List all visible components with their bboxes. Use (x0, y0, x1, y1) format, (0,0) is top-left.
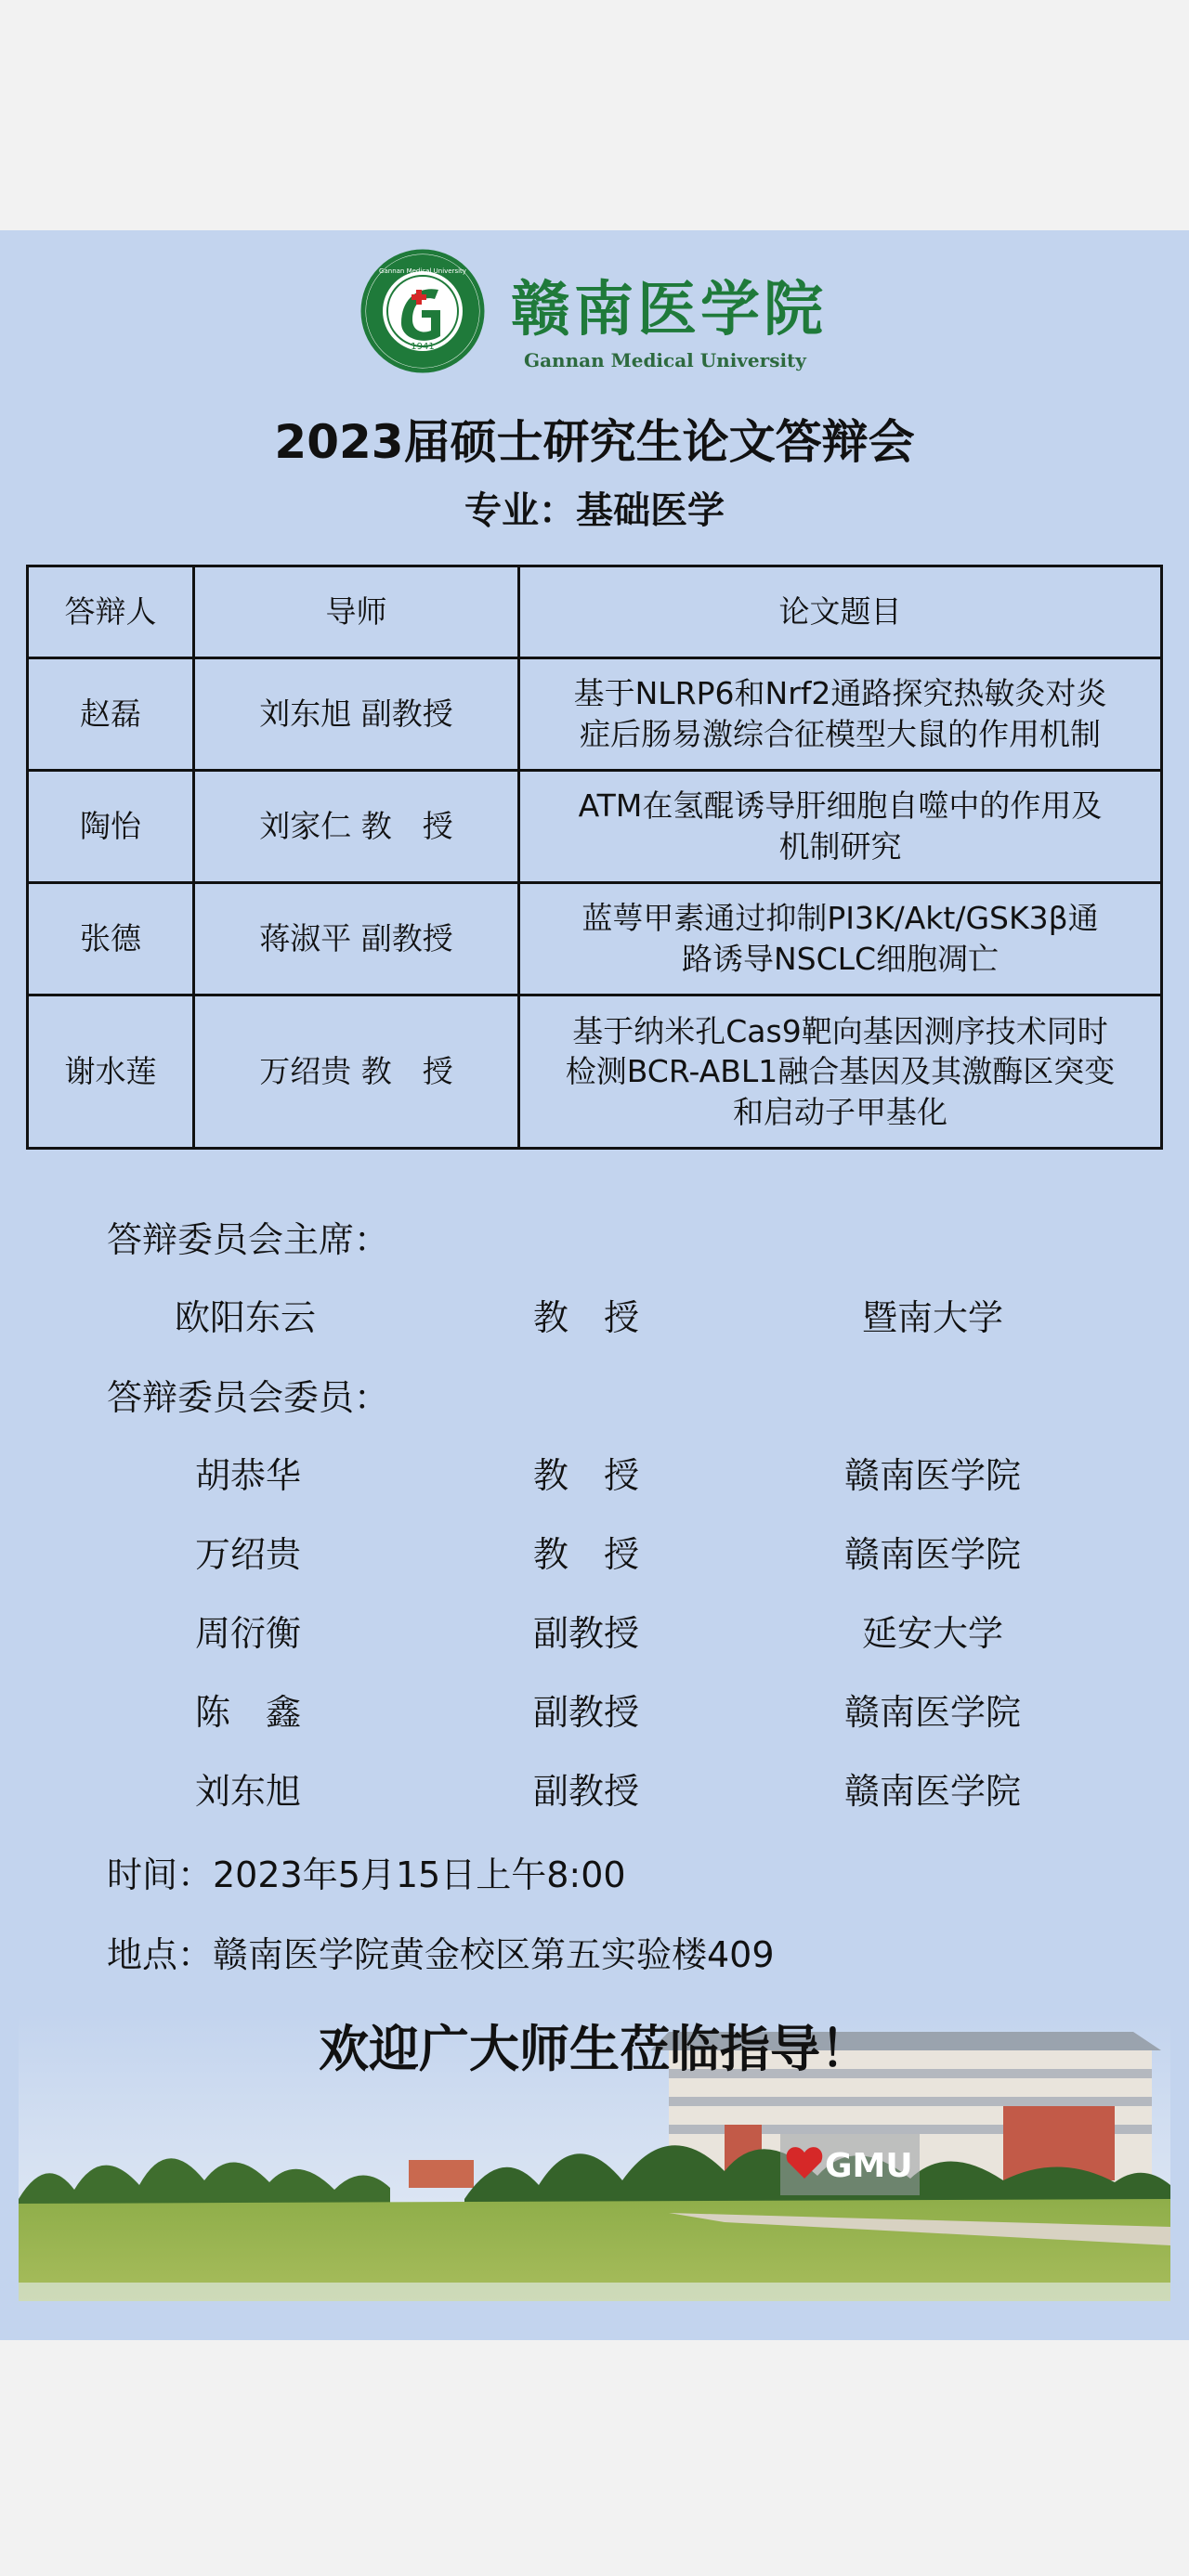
chair-name: 欧阳东云 (175, 1297, 317, 1338)
topic-line: 路诱导NSCLC细胞凋亡 (681, 941, 1000, 977)
advisor-name: 刘东旭 副教授 (194, 658, 519, 771)
member-title: 教 授 (533, 1455, 640, 1496)
student-name: 赵磊 (28, 658, 194, 771)
member-affiliation: 赣南医学院 (843, 1692, 1021, 1733)
table-row (28, 771, 1162, 883)
member-affiliation: 延安大学 (861, 1613, 1003, 1654)
advisor-name: 刘家仁 教 授 (194, 771, 519, 883)
topic-line: 症后肠易激综合征模型大鼠的作用机制 (580, 716, 1101, 752)
chair-affiliation: 暨南大学 (861, 1297, 1003, 1338)
header-topic: 论文题目 (519, 566, 1162, 658)
table-header-row (28, 566, 1162, 658)
advisor-name: 蒋淑平 副教授 (194, 883, 519, 995)
university-seal-icon (360, 249, 485, 373)
topic-line: ATM在氢醌诱导肝细胞自噬中的作用及 (578, 787, 1103, 825)
gmu-sign (780, 2134, 920, 2195)
header-advisor: 导师 (194, 566, 519, 658)
member-affiliation: 赣南医学院 (843, 1771, 1021, 1812)
topic-line: 机制研究 (778, 828, 902, 865)
event-location: 地点：赣南医学院黄金校区第五实验楼409 (107, 1934, 775, 1975)
topic-line: 检测BCR-ABL1融合基因及其激酶区突变 (565, 1053, 1116, 1090)
thesis-topic (519, 883, 1162, 995)
defense-table (26, 565, 1163, 1150)
topic-line: 蓝萼甲素通过抑制PI3K/Akt/GSK3β通 (581, 900, 1099, 937)
member-name: 周衍衡 (195, 1613, 302, 1654)
member-name: 万绍贵 (195, 1534, 302, 1575)
gmu-sign-text: GMU (825, 2147, 913, 2185)
poster (0, 230, 1189, 2340)
student-name: 谢水莲 (28, 995, 194, 1149)
member-affiliation: 赣南医学院 (843, 1455, 1021, 1496)
topic-line: 和启动子甲基化 (733, 1093, 947, 1130)
table-row (28, 658, 1162, 771)
thesis-topic (519, 995, 1162, 1149)
committee-chair-label: 答辩委员会主席： (107, 1219, 390, 1260)
university-name-cn: 赣南医学院 (511, 275, 827, 345)
member-name: 胡恭华 (195, 1455, 302, 1496)
header-student: 答辩人 (28, 566, 194, 658)
welcome-message: 欢迎广大师生莅临指导！ (319, 2020, 870, 2078)
member-title: 教 授 (533, 1534, 640, 1575)
thesis-topic (519, 771, 1162, 883)
member-affiliation: 赣南医学院 (843, 1534, 1021, 1575)
table-row (28, 883, 1162, 995)
event-time: 时间：2023年5月15日上午8:00 (107, 1854, 626, 1895)
table-row (28, 995, 1162, 1149)
member-name: 刘东旭 (195, 1771, 302, 1812)
topic-line: 基于NLRP6和Nrf2通路探究热敏灸对炎 (573, 675, 1107, 712)
chair-title: 教 授 (533, 1297, 640, 1338)
topic-line: 基于纳米孔Cas9靶向基因测序技术同时 (572, 1012, 1108, 1049)
seal-text: Gannan Medical University (379, 267, 466, 275)
member-title: 副教授 (533, 1613, 640, 1654)
page-title: 2023届硕士研究生论文答辩会 (274, 415, 915, 469)
member-title: 副教授 (533, 1771, 640, 1812)
committee-members-label: 答辩委员会委员： (107, 1377, 390, 1418)
seal-year: 1941 (411, 342, 435, 352)
member-title: 副教授 (533, 1692, 640, 1733)
advisor-name: 万绍贵 教 授 (194, 995, 519, 1149)
university-name-en: Gannan Medical University (524, 349, 806, 371)
member-name: 陈 鑫 (195, 1692, 302, 1733)
student-name: 张德 (28, 883, 194, 995)
major-subtitle: 专业：基础医学 (464, 489, 725, 532)
thesis-topic (519, 658, 1162, 771)
student-name: 陶怡 (28, 771, 194, 883)
university-logo (360, 249, 843, 379)
